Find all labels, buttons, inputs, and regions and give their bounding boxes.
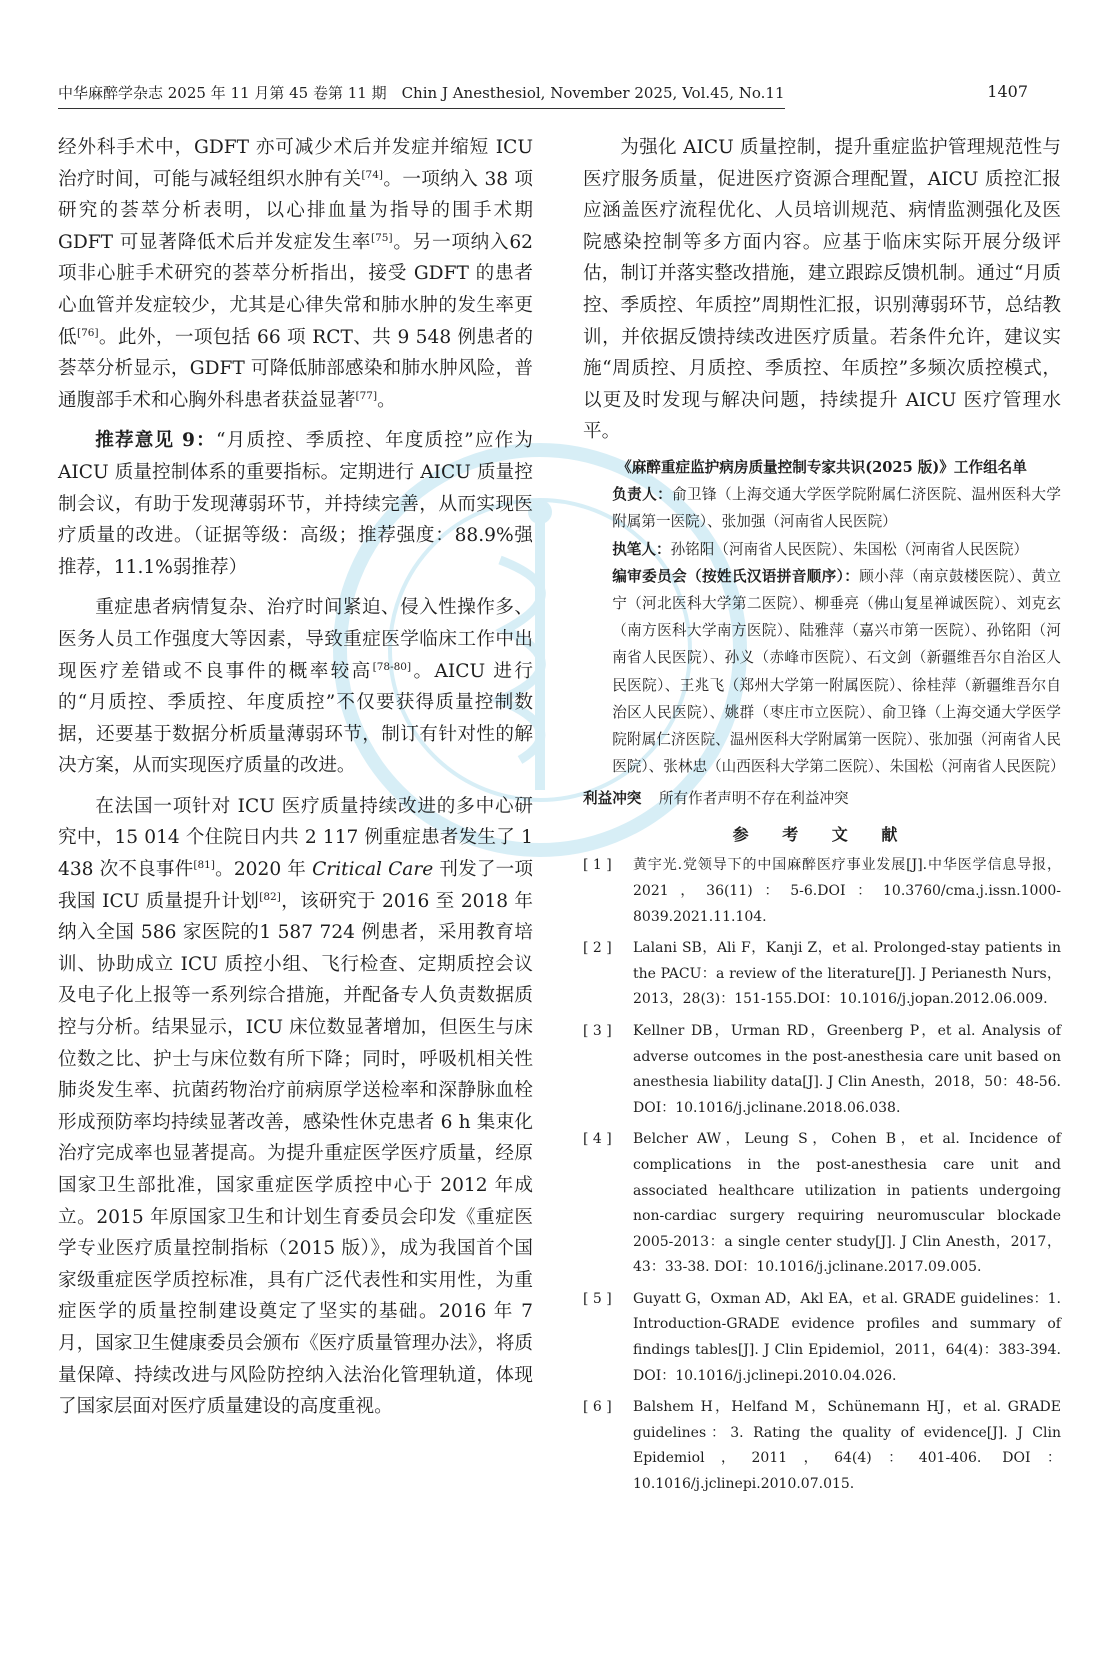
working-group-list [583,454,1065,780]
group-title: 《麻醉重症监护病房质量控制专家共识(2025 版)》工作组名单 [617,458,1027,476]
paragraph: 在法国一项针对 ICU 医疗质量持续改进的多中心研究中，15 014 个住院日内共 2 117 例重症患者发生了 1 438 次不良事件[81]。2020 年 Critical Care 刊发了一项我国 ICU 质量提升计划[82]，该研究于 2016 至 2018 年纳入全国 586 家医院的1 587 724 例患者，采用教育培训、协助成立 ICU 质控小组、飞行检查、定期质控会议及电子化上报等一系列综合措施，并配备专人负责数据质控与分析。结果显示，ICU 床位数显著增加，但医生与床位数之比、护士与床位数有所下降；同时，呼吸机相关性肺炎发生率、抗菌药物治疗前病原学送检率和深静脉血栓形成预防率均持续显著改善，感染性休克患者 6 h 集束化治疗完成率也显著提高。为提升重症医学医疗质量，经原国家卫生部批准，国家重症医学质控中心于 2012 年成立。2015 年原国家卫生和计划生育委员会印发《重症医学专业医疗质量控制指标（2015 版）》，成为我国首个国家级重症医学质控标准，具有广泛代表性和实用性，为重症医学的质量控制建设奠定了坚实的基础。2016 年 7 月，国家卫生健康委员会颁布《医疗质量管理办法》，将质量保障、持续改进与风险防控纳入法治化管理轨道，体现了国家层面对医疗质量建设的高度重视。 [58,795,533,1418]
paragraph: 经外科手术中，GDFT 亦可减少术后并发症并缩短 ICU 治疗时间，可能与减轻组织水肿有关[74]。一项纳入 38 项研究的荟萃分析表明，以心排血量为指导的围手术期 GDFT 可显著降低术后并发症发生率[75]。另一项纳入62 项非心脏手术研究的荟萃分析指出，接受 GDFT 的患者心血管并发症较少，尤其是心律失常和肺水肿的发生率更低[76]。此外，一项包括 66 项 RCT、共 9 548 例患者的荟萃分析显示，GDFT 可降低肺部感染和肺水肿风险，普通腹部手术和心胸外科患者获益显著[77]。 [58,137,533,411]
reference-item: [ 1 ] 黄宇光.党领导下的中国麻醉医疗事业发展[J].中华医学信息导报，2021，36(11)：5-6.DOI：10.3760/cma.j.issn.1000-8039.2021.11.104. [583,857,1061,925]
reference-item: [ 2 ] Lalani SB，Ali F，Kanji Z，et al. Prolonged-stay patients in the PACU：a review of the literature[J]. J Perianesth Nurs，2013，28(3)：151-155.DOI：10.1016/j.jopan.2012.06.009. [583,940,1061,1008]
group-leads: 负责人：俞卫锋（上海交通大学医学院附属仁济医院、温州医科大学附属第一医院）、张加强（河南省人民医院） [612,486,1061,531]
right-column [583,132,1065,1504]
journal-name: Critical Care [312,859,434,881]
references-title: 参 考 文 献 [732,825,912,845]
conflict-of-interest: 利益冲突 所有作者声明不存在利益冲突 [583,790,849,808]
reference-item: [ 3 ] Kellner DB，Urman RD，Greenberg P，et al. Analysis of adverse outcomes in the post-anesthesia care unit based on anesthesia liability data[J]. J Clin Anesth，2018，50：48-56. DOI：10.1016/j.jclinane.2018.06.038. [583,1022,1061,1116]
paragraph: 为强化 AICU 质量控制，提升重症监护管理规范性与医疗服务质量，促进医疗资源合理配置，AICU 质控汇报应涵盖医疗流程优化、人员培训规范、病情监测强化及医院感染控制等多方面内容。应基于临床实际开展分级评估，制订并落实整改措施，建立跟踪反馈机制。通过“月质控、季质控、年质控”周期性汇报，识别薄弱环节，总结教训，并依据反馈持续改进医疗质量。若条件允许，建议实施“周质控、月质控、季质控、年质控”多频次质控模式，以更及时发现与解决问题，持续提升 AICU 医疗管理水平。 [583,137,1061,443]
page-number: 1407 [987,82,1028,101]
reference-item: [ 5 ] Guyatt G，Oxman AD，Akl EA，et al. GRADE guidelines：1. Introduction-GRADE evidence profiles and summary of findings tables[J]. J Clin Epidemiol，2011，64(4)：383-394. DOI：10.1016/j.jclinepi.2010.04.026. [583,1290,1061,1384]
left-column [58,132,533,1423]
group-writers: 执笔人：孙铭阳（河南省人民医院）、朱国松（河南省人民医院） [612,540,1029,558]
group-committee: 编审委员会（按姓氏汉语拼音顺序）：顾小萍（南京鼓楼医院）、黄立宁（河北医科大学第二医院）、柳垂亮（佛山复星禅诚医院）、刘克玄（南方医科大学南方医院）、陆雅萍（嘉兴市第一医院）、孙铭阳（河南省人民医院）、孙义（赤峰市医院）、石文剑（新疆维吾尔自治区人民医院）、王兆飞（郑州大学第一附属医院）、徐桂萍（新疆维吾尔自治区人民医院）、姚群（枣庄市立医院）、俞卫锋（上海交通大学医学院附属仁济医院、温州医科大学附属第一医院）、张加强（河南省人民医院）、张林忠（山西医科大学第二医院）、朱国松（河南省人民医院） [612,567,1065,776]
reference-item: [ 6 ] Balshem H，Helfand M，Schünemann HJ，et al. GRADE guidelines：3. Rating the quality of evidence[J]. J Clin Epidemiol，2011，64(4)：401-406. DOI：10.1016/j.jclinepi.2010.07.015. [583,1399,1061,1493]
recommendation-label: 推荐意见 9： [95,430,216,452]
paragraph: 重症患者病情复杂、治疗时间紧迫、侵入性操作多、医务人员工作强度大等因素，导致重症医学临床工作中出现医疗差错或不良事件的概率较高[78-80]。AICU 进行的“月质控、季质控、年度质控”不仅要获得质量控制数据，还要基于数据分析质量薄弱环节，制订有针对性的解决方案，从而实现医疗质量的改进。 [58,597,533,777]
reference-item: [ 4 ] Belcher AW，Leung S，Cohen B，et al. Incidence of complications in the post-anesthesia care unit and associated healthcare utilization in patients undergoing non-cardiac surgery requiring neuromuscular blockade 2005-2013：a single center study[J]. J Clin Anesth，2017，43：33-38. DOI：10.1016/j.jclinane.2017.09.005. [583,1131,1061,1276]
running-head: 中华麻醉学杂志 2025 年 11 月第 45 卷第 11 期 Chin J Anesthesiol, November 2025, Vol.45, No.11 [58,82,785,109]
recommendation-9: 推荐意见 9：“月质控、季质控、年度质控”应作为 AICU 质量控制体系的重要指标。定期进行 AICU 质量控制会议，有助于发现薄弱环节，并持续完善，从而实现医疗质量的改进。（证据等级：高级；推荐强度：88.9%强推荐，11.1%弱推荐） [58,430,533,578]
